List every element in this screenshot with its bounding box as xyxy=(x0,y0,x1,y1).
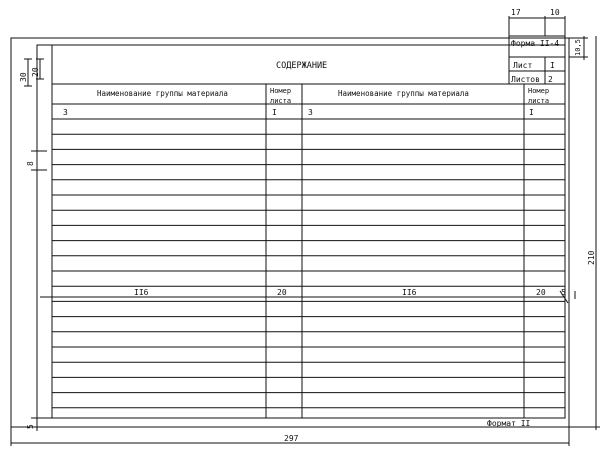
sheet-value: I xyxy=(550,61,555,70)
dim-17: 17 xyxy=(511,8,521,17)
dim-20-mid-left: 20 xyxy=(277,288,287,297)
dim-116-left: II6 xyxy=(134,288,149,297)
left-column-header: Наименование группы материала xyxy=(97,89,228,98)
dim-5-bottom: 5 xyxy=(26,424,35,429)
left-num-header-2: листа xyxy=(270,97,292,105)
row1-right-name: 3 xyxy=(308,108,313,117)
sheets-label: Листов xyxy=(511,75,540,84)
row1-right-num: I xyxy=(529,108,534,117)
page-title: СОДЕРЖАНИЕ xyxy=(276,61,328,71)
dim-116-right: II6 xyxy=(402,288,417,297)
dim-10-5: 10,5 xyxy=(574,39,582,56)
dim-10: 10 xyxy=(550,8,560,17)
dim-20-mid-right: 20 xyxy=(536,288,546,297)
dim-210: 210 xyxy=(587,250,596,265)
sheets-value: 2 xyxy=(548,75,553,84)
dim-8: 8 xyxy=(26,161,35,166)
right-column-header: Наименование группы материала xyxy=(338,89,469,98)
format-label: Формат II xyxy=(487,419,531,428)
dim-20-left: 20 xyxy=(31,67,40,77)
right-num-header-2: листа xyxy=(528,97,550,105)
dim-297: 297 xyxy=(284,434,299,443)
sheet-label: Лист xyxy=(513,61,533,70)
row1-left-num: I xyxy=(272,108,277,117)
row1-left-name: 3 xyxy=(63,108,68,117)
left-num-header-1: Номер xyxy=(270,87,292,95)
dim-5-mid: 5 xyxy=(561,288,566,297)
form-label: Форма II-4 xyxy=(511,39,560,48)
dim-30: 30 xyxy=(19,72,28,82)
right-num-header-1: Номер xyxy=(528,87,550,95)
